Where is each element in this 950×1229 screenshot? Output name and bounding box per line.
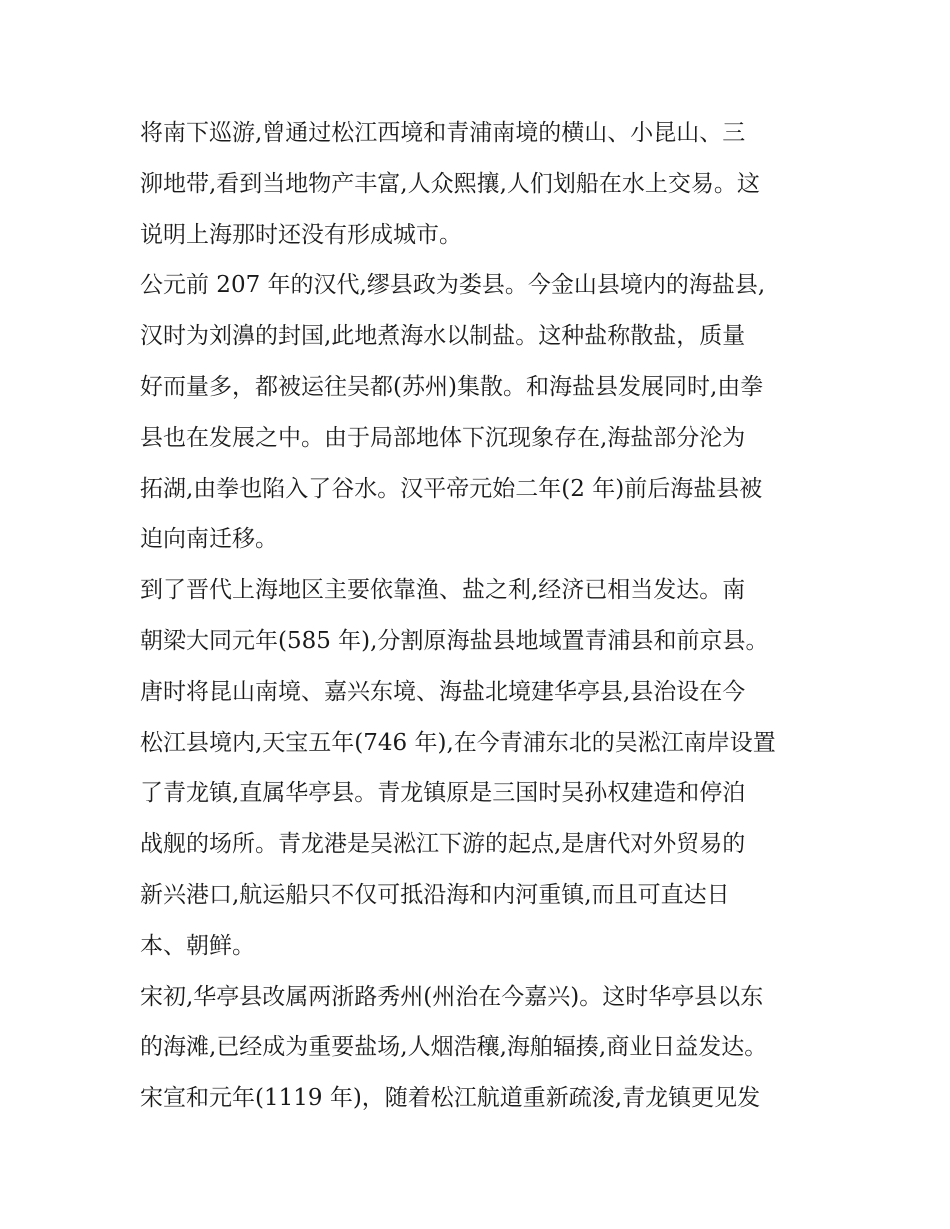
text-line: 松江县境内,天宝五年(746 年),在今青浦东北的吴淞江南岸设置: [140, 729, 776, 756]
text-line: 公元前 207 年的汉代,缪县政为娄县。今金山县境内的海盐县,: [140, 272, 766, 299]
text-line: 朝梁大同元年(585 年),分割原海盐县地域置青浦县和前京县。: [140, 627, 769, 654]
text-line: 将南下巡游,曾通过松江西境和青浦南境的横山、小昆山、三: [140, 120, 746, 146]
text-line: 泖地带,看到当地物产丰富,人众熙攘,人们划船在水上交易。这: [140, 170, 760, 197]
text-line: 了青龙镇,直属华亭县。青龙镇原是三国时吴孙权建造和停泊: [140, 780, 746, 807]
text-line: 县也在发展之中。由于局部地体下沉现象存在,海盐部分沦为: [140, 424, 746, 451]
text-line: 说明上海那时还没有形成城市。: [140, 221, 462, 248]
text-line: 唐时将昆山南境、嘉兴东境、海盐北境建华亭县,县治设在今: [140, 678, 746, 705]
text-line: 汉时为刘濞的封国,此地煮海水以制盐。这种盐称散盐，质量: [140, 323, 746, 350]
text-line: 好而量多，都被运往吴都(苏州)集散。和海盐县发展同时,由拳: [140, 373, 764, 400]
text-line: 的海滩,已经成为重要盐场,人烟浩穰,海舶辐揍,商业日益发达。: [140, 1034, 768, 1061]
text-line: 到了晋代上海地区主要依靠渔、盐之利,经济已相当发达。南: [140, 577, 746, 604]
text-line: 新兴港口,航运船只不仅可抵沿海和内河重镇,而且可直达日: [140, 881, 730, 908]
text-line: 战舰的场所。青龙港是吴淞江下游的起点,是唐代对外贸易的: [140, 831, 746, 858]
body-text: [140, 108, 820, 1124]
text-line: 迫向南迁移。: [140, 526, 278, 553]
text-line: 宋宣和元年(1119 年)，随着松江航道重新疏浚,青龙镇更见发: [140, 1085, 761, 1112]
text-line: 宋初,华亭县改属两浙路秀州(州治在今嘉兴)。这时华亭县以东: [140, 983, 764, 1010]
text-line: 本、朝鲜。: [140, 932, 255, 959]
text-line: 拓湖,由拳也陷入了谷水。汉平帝元始二年(2 年)前后海盐县被: [140, 475, 763, 502]
